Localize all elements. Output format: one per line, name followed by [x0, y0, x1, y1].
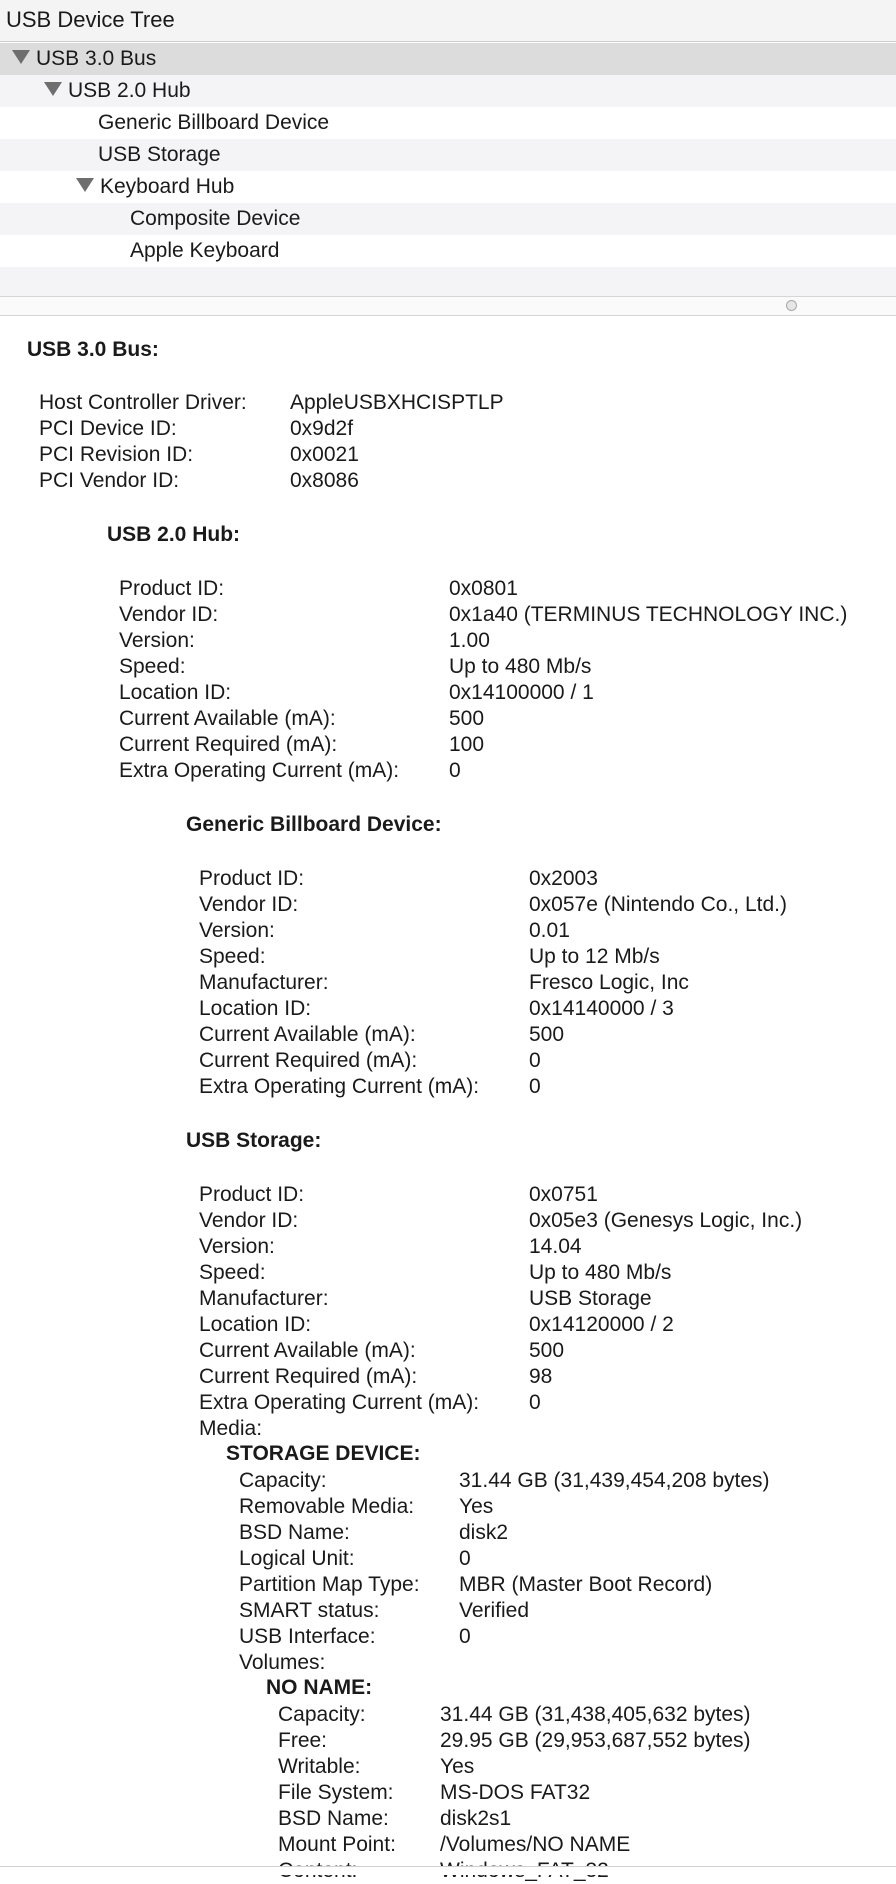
prop-label: Manufacturer: — [199, 971, 329, 994]
prop-label: Version: — [199, 919, 275, 942]
prop-value: 1.00 — [449, 629, 490, 652]
prop-label: Media: — [199, 1417, 263, 1440]
prop-value: Up to 12 Mb/s — [529, 945, 660, 968]
tree-row-label: Apple Keyboard — [130, 239, 280, 262]
prop-value: disk2 — [459, 1521, 509, 1544]
prop-label: Writable: — [278, 1755, 361, 1778]
prop-value: Yes — [459, 1495, 494, 1518]
split-divider[interactable] — [0, 296, 896, 316]
prop-label: BSD Name: — [278, 1807, 389, 1830]
tree-row-label: Keyboard Hub — [100, 175, 235, 198]
prop-value: 0 — [529, 1049, 541, 1072]
prop-value: 0x9d2f — [290, 417, 354, 440]
section-title-generic-billboard-device: Generic Billboard Device: — [186, 813, 442, 836]
section-title-storage-device: STORAGE DEVICE: — [226, 1442, 421, 1465]
prop-label: Vendor ID: — [119, 603, 219, 626]
prop-value: 500 — [529, 1339, 565, 1362]
prop-value: Up to 480 Mb/s — [529, 1261, 672, 1284]
prop-value: 0.01 — [529, 919, 570, 942]
prop-label: Product ID: — [199, 1183, 305, 1206]
prop-label: Partition Map Type: — [239, 1573, 420, 1596]
prop-value: MS-DOS FAT32 — [440, 1781, 591, 1804]
prop-label: Current Available (mA): — [199, 1023, 416, 1046]
prop-label: Capacity: — [278, 1703, 366, 1726]
tree-row-empty — [0, 267, 896, 299]
prop-value: 0 — [529, 1075, 541, 1098]
prop-value: 14.04 — [529, 1235, 582, 1258]
disclosure-triangle-icon[interactable] — [12, 50, 30, 64]
prop-value: 100 — [449, 733, 485, 756]
prop-label: Vendor ID: — [199, 893, 299, 916]
prop-label: Location ID: — [199, 1313, 312, 1336]
prop-value: 31.44 GB (31,438,405,632 bytes) — [440, 1703, 751, 1726]
prop-label: Product ID: — [199, 867, 305, 890]
prop-value: Fresco Logic, Inc — [529, 971, 689, 994]
tree-row-label: Composite Device — [130, 207, 301, 230]
prop-label: Current Available (mA): — [119, 707, 336, 730]
prop-label: PCI Vendor ID: — [39, 469, 180, 492]
prop-label: Extra Operating Current (mA): — [199, 1391, 480, 1414]
prop-label: BSD Name: — [239, 1521, 350, 1544]
prop-value: 0x0021 — [290, 443, 359, 466]
prop-label: Vendor ID: — [199, 1209, 299, 1232]
prop-value: 0 — [529, 1391, 541, 1414]
prop-value: 500 — [529, 1023, 565, 1046]
section-title-volume-no-name: NO NAME: — [266, 1676, 373, 1699]
prop-label: Product ID: — [119, 577, 225, 600]
prop-label: Current Required (mA): — [119, 733, 338, 756]
tree-row-label: USB 2.0 Hub — [68, 79, 191, 102]
prop-value: 0x057e (Nintendo Co., Ltd.) — [529, 893, 787, 916]
section-title-usb-3-bus: USB 3.0 Bus: — [27, 338, 159, 361]
prop-label: Current Available (mA): — [199, 1339, 416, 1362]
prop-label: Current Required (mA): — [199, 1365, 418, 1388]
prop-value: 29.95 GB (29,953,687,552 bytes) — [440, 1729, 751, 1752]
tree-row-generic-billboard-device[interactable] — [0, 107, 896, 139]
prop-label: Capacity: — [239, 1469, 327, 1492]
tree-row-label: Generic Billboard Device — [98, 111, 330, 134]
prop-value: 0x14140000 / 3 — [529, 997, 674, 1020]
prop-value: Up to 480 Mb/s — [449, 655, 592, 678]
prop-label: Host Controller Driver: — [39, 391, 247, 414]
prop-label: Volumes: — [239, 1651, 326, 1674]
prop-value: AppleUSBXHCISPTLP — [290, 391, 504, 414]
prop-value: disk2s1 — [440, 1807, 512, 1830]
prop-label: Current Required (mA): — [199, 1049, 418, 1072]
prop-label: SMART status: — [239, 1599, 380, 1622]
prop-label: Removable Media: — [239, 1495, 415, 1518]
tree-row-usb-storage[interactable] — [0, 139, 896, 171]
prop-label: Mount Point: — [278, 1833, 396, 1856]
prop-value: 500 — [449, 707, 485, 730]
prop-value: 0x0751 — [529, 1183, 598, 1206]
prop-value: 0x0801 — [449, 577, 518, 600]
prop-label: Location ID: — [199, 997, 312, 1020]
prop-value: 31.44 GB (31,439,454,208 bytes) — [459, 1469, 770, 1492]
prop-value: 0 — [449, 759, 461, 782]
prop-label: Free: — [278, 1729, 328, 1752]
prop-value: Yes — [440, 1755, 475, 1778]
usb-device-tree[interactable] — [0, 43, 896, 299]
prop-value: 0 — [459, 1547, 471, 1570]
disclosure-triangle-icon[interactable] — [76, 178, 94, 192]
prop-label: Location ID: — [119, 681, 232, 704]
tree-row-composite-device[interactable] — [0, 203, 896, 235]
prop-label: Version: — [199, 1235, 275, 1258]
prop-value: 0 — [459, 1625, 471, 1648]
prop-value: /Volumes/NO NAME — [440, 1833, 631, 1856]
prop-label: Speed: — [199, 945, 266, 968]
prop-label: File System: — [278, 1781, 394, 1804]
section-title-usb-2-hub: USB 2.0 Hub: — [107, 523, 241, 546]
tree-row-apple-keyboard[interactable] — [0, 235, 896, 267]
prop-value: Verified — [459, 1599, 530, 1622]
tree-row-label: USB 3.0 Bus — [36, 47, 157, 70]
section-title-usb-storage: USB Storage: — [186, 1129, 322, 1152]
prop-value: 0x8086 — [290, 469, 359, 492]
prop-value: 0x2003 — [529, 867, 598, 890]
tree-header: USB Device Tree — [0, 0, 896, 42]
tree-row-label: USB Storage — [98, 143, 221, 166]
prop-value: MBR (Master Boot Record) — [459, 1573, 713, 1596]
prop-value: 98 — [529, 1365, 553, 1388]
prop-value: 0x14120000 / 2 — [529, 1313, 674, 1336]
prop-label: Speed: — [119, 655, 186, 678]
prop-label: Manufacturer: — [199, 1287, 329, 1310]
prop-value: 0x14100000 / 1 — [449, 681, 594, 704]
tree-row-usb-2-hub[interactable] — [0, 75, 896, 107]
prop-value: 0x1a40 (TERMINUS TECHNOLOGY INC.) — [449, 603, 848, 626]
prop-label: Version: — [119, 629, 195, 652]
prop-label: Extra Operating Current (mA): — [199, 1075, 480, 1098]
prop-label: PCI Revision ID: — [39, 443, 194, 466]
prop-label: Speed: — [199, 1261, 266, 1284]
divider-handle-icon[interactable] — [786, 300, 797, 311]
prop-label: PCI Device ID: — [39, 417, 177, 440]
disclosure-triangle-icon[interactable] — [44, 82, 62, 96]
prop-label: Logical Unit: — [239, 1547, 355, 1570]
tree-row-keyboard-hub[interactable] — [0, 171, 896, 203]
prop-label: Extra Operating Current (mA): — [119, 759, 400, 782]
prop-value: USB Storage — [529, 1287, 652, 1310]
prop-label: USB Interface: — [239, 1625, 376, 1648]
tree-row-usb-3-bus[interactable] — [0, 43, 896, 75]
prop-value: 0x05e3 (Genesys Logic, Inc.) — [529, 1209, 803, 1232]
